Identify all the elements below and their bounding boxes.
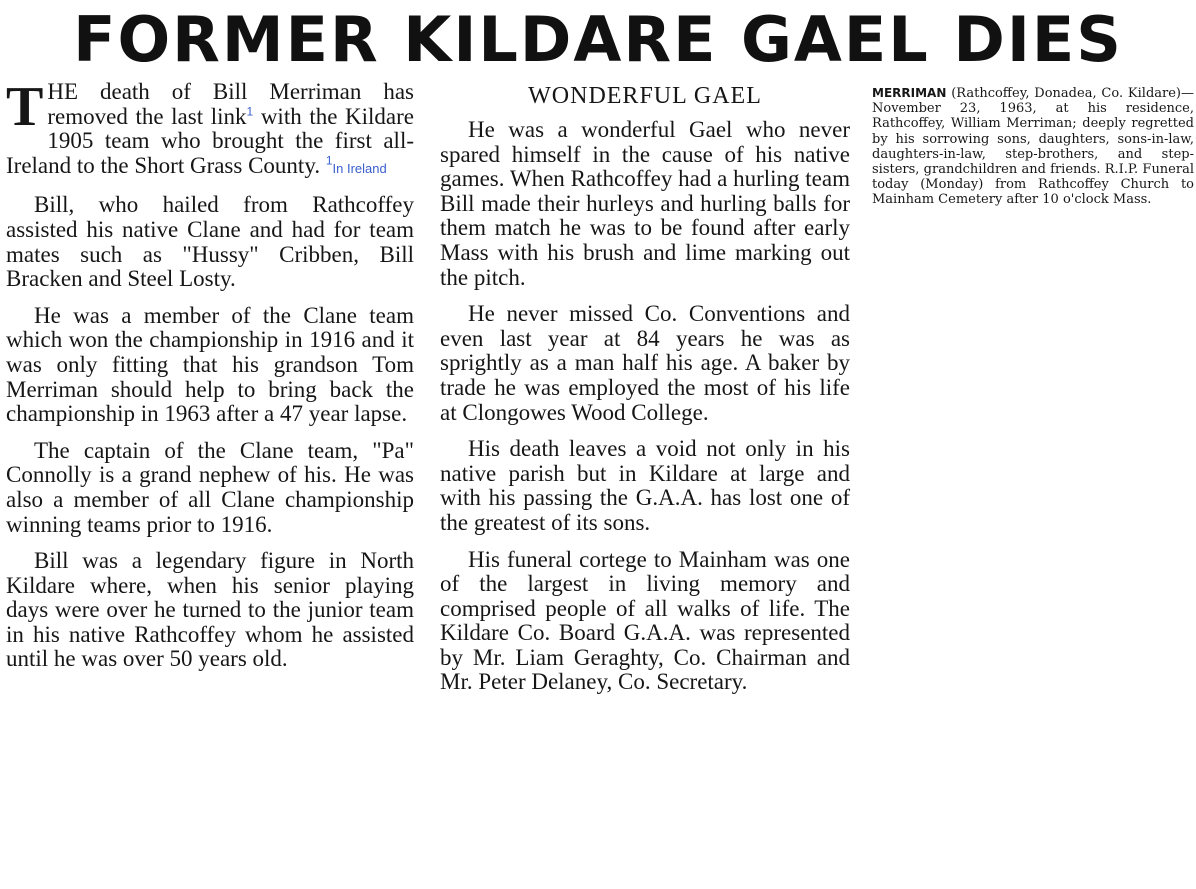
article-column-1 bbox=[6, 76, 414, 684]
footnote-note: In Ireland bbox=[332, 160, 387, 176]
death-notice-name: MERRIMAN bbox=[872, 86, 947, 100]
article-column-2 bbox=[440, 82, 850, 707]
paragraph-6: He was a wonderful Gael who never spared himself in the cause of his native games. When Rathcoffey had a hurling team Bill made their hurleys and hurling balls for them match he was to be found after early Mass with his brush and lime marking out the pitch. bbox=[440, 117, 850, 290]
paragraph-2: Bill, who hailed from Rathcoffey assisted his native Clane and had for team mates such as "Hussy" Cribben, Bill Bracken and Steel Losty. bbox=[6, 192, 414, 292]
death-notice bbox=[872, 86, 1194, 208]
headline: FORMER KILDARE GAEL DIES bbox=[73, 3, 1123, 76]
death-notice-text bbox=[872, 86, 1194, 208]
paragraph-1 bbox=[6, 76, 414, 181]
subheading: WONDERFUL GAEL bbox=[528, 83, 762, 109]
drop-cap: T bbox=[6, 76, 44, 138]
paragraph-4: The captain of the Clane team, "Pa" Connolly is a grand nephew of his. He was also a member of all Clane championship winning teams prior to 1916. bbox=[6, 437, 414, 537]
paragraph-7: He never missed Co. Conventions and even last year at 84 years he was as sprightly as a man half his age. A baker by trade he was employed the most of his life at Clongowes Wood College. bbox=[440, 301, 850, 425]
paragraph-1-text: HE death of Bill Merriman has removed the last link bbox=[47, 79, 414, 129]
paragraph-9: His funeral cortege to Mainham was one of the largest in living memory and comprised people of all walks of life. The Kildare Co. Board G.A.A. was represented by Mr. Liam Geraghty, Co. Chairman and Mr. Peter Delaney, Co. Secretary. bbox=[440, 546, 850, 695]
footnote-reference[interactable]: 1 bbox=[246, 103, 254, 118]
paragraph-5: Bill was a legendary figure in North Kildare where, when his senior playing days were over he turned to the junior team in his native Rathcoffey whom he assisted until he was over 50 years old. bbox=[6, 548, 414, 672]
paragraph-1-text-continued: with the Kildare 1905 team who brought the first all-Ireland to the Short Grass County. bbox=[6, 103, 414, 178]
paragraph-3: He was a member of the Clane team which won the championship in 1916 and it was only fitting that his grandson Tom Merriman should help to bring back the championship in 1963 after a 47 year lapse. bbox=[6, 302, 414, 427]
footnote-note-mark: 1 bbox=[325, 153, 333, 168]
paragraph-8: His death leaves a void not only in his native parish but in Kildare at large and with his passing the G.A.A. has lost one of the greatest of its sons. bbox=[440, 436, 850, 535]
death-notice-body: (Rathcoffey, Donadea, Co. Kildare)—November 23, 1963, at his residence, Rathcoffey, William Merriman; deeply regretted by his sorrowing sons, daughters, sons-in-law, daughters-in-law, step-brothers, and step-sisters, grandchildren and friends. R.I.P. Funeral today (Monday) from Rathcoffey Church to Mainham Cemetery after 10 o'clock Mass. bbox=[872, 86, 1194, 208]
